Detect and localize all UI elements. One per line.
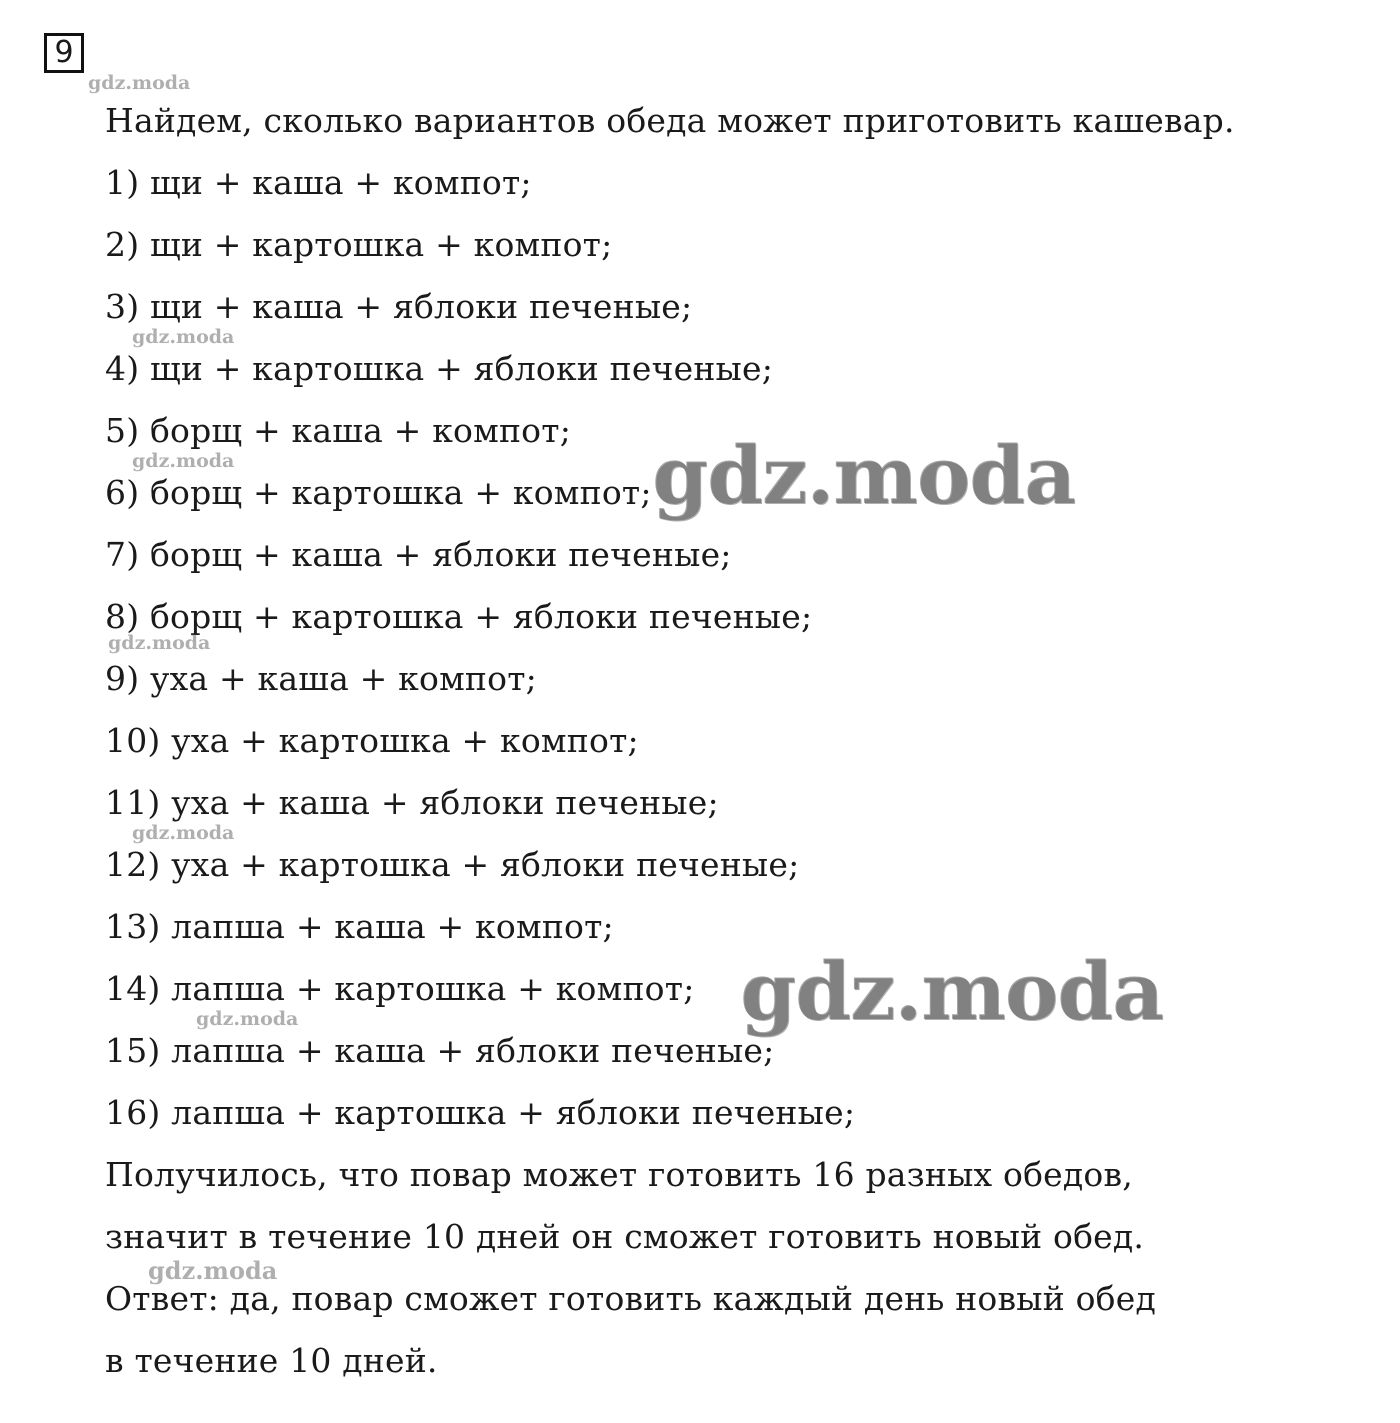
combination-line: 15) лапша + каша + яблоки печеные; bbox=[105, 1031, 775, 1070]
watermark-small: gdz.moda bbox=[148, 1256, 278, 1285]
solution-text bbox=[105, 90, 1305, 1392]
watermark-small: gdz.moda bbox=[132, 450, 235, 472]
answer-line: Ответ: да, повар сможет готовить каждый день новый обед bbox=[105, 1279, 1156, 1318]
combination-line: 12) уха + картошка + яблоки печеные; bbox=[105, 845, 800, 884]
combination-line: 16) лапша + картошка + яблоки печеные; bbox=[105, 1093, 856, 1132]
combination-line: 1) щи + каша + компот; bbox=[105, 163, 532, 202]
watermark-small: gdz.moda bbox=[132, 326, 235, 348]
combination-line: 6) борщ + картошка + компот; bbox=[105, 473, 652, 512]
conclusion-line: значит в течение 10 дней он сможет готовить новый обед. bbox=[105, 1217, 1145, 1256]
watermark-large: gdz.moda bbox=[740, 944, 1163, 1038]
combination-line: 2) щи + картошка + компот; bbox=[105, 225, 613, 264]
watermark-small: gdz.moda bbox=[196, 1008, 299, 1030]
combination-line: 14) лапша + картошка + компот; bbox=[105, 969, 695, 1008]
combination-line: 5) борщ + каша + компот; bbox=[105, 411, 572, 450]
combination-line: 10) уха + картошка + компот; bbox=[105, 721, 639, 760]
task-number-box: 9 bbox=[44, 33, 84, 73]
combination-line: 8) борщ + картошка + яблоки печеные; bbox=[105, 597, 813, 636]
watermark-small: gdz.moda bbox=[88, 72, 191, 94]
watermark-small: gdz.moda bbox=[132, 822, 235, 844]
answer-line: в течение 10 дней. bbox=[105, 1341, 438, 1380]
combination-line: 3) щи + каша + яблоки печеные; bbox=[105, 287, 693, 326]
combination-line: 4) щи + картошка + яблоки печеные; bbox=[105, 349, 774, 388]
watermark-large: gdz.moda bbox=[652, 428, 1075, 522]
combination-line: 9) уха + каша + компот; bbox=[105, 659, 537, 698]
intro-line: Найдем, сколько вариантов обеда может приготовить кашевар. bbox=[105, 101, 1235, 140]
combination-line: 13) лапша + каша + компот; bbox=[105, 907, 614, 946]
watermark-small: gdz.moda bbox=[108, 632, 211, 654]
combination-line: 7) борщ + каша + яблоки печеные; bbox=[105, 535, 732, 574]
conclusion-line: Получилось, что повар может готовить 16 разных обедов, bbox=[105, 1155, 1133, 1194]
combination-line: 11) уха + каша + яблоки печеные; bbox=[105, 783, 719, 822]
